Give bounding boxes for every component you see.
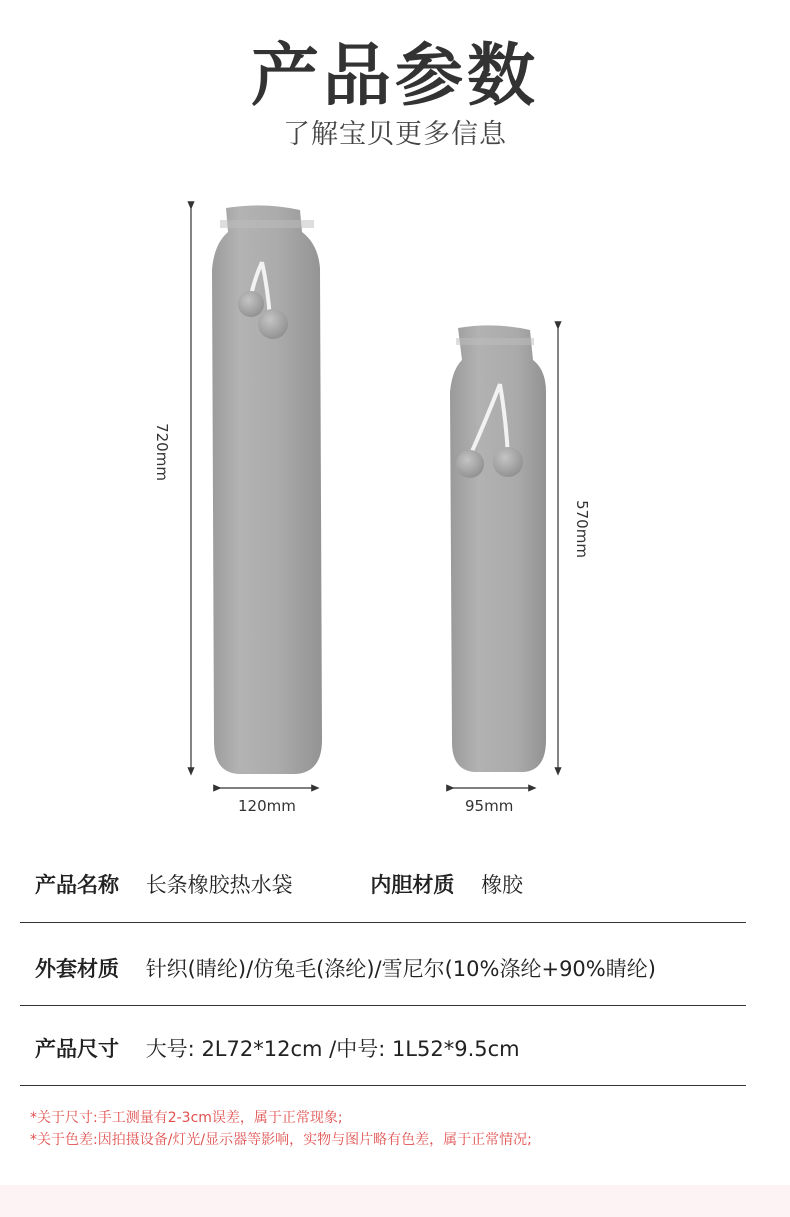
medium-hot-water-bag xyxy=(450,325,546,772)
spec-label: 产品名称 xyxy=(35,873,119,897)
color-note: *关于色差:因拍摄设备/灯光/显示器等影响，实物与图片略有色差，属于正常情况; xyxy=(30,1132,532,1148)
divider xyxy=(20,1005,746,1006)
spec-value: 大号: 2L72*12cm /中号: 1L52*9.5cm xyxy=(145,1037,520,1061)
page-subtitle: 了解宝贝更多信息 xyxy=(283,119,507,150)
spec-label: 产品尺寸 xyxy=(35,1037,119,1061)
spec-row-name xyxy=(35,869,523,899)
medium-height-label: 570mm xyxy=(572,500,591,558)
medium-width-label: 95mm xyxy=(465,797,514,815)
pompom xyxy=(493,447,523,477)
large-height-label: 720mm xyxy=(152,423,171,481)
pompom xyxy=(258,309,288,339)
large-width-label: 120mm xyxy=(238,797,296,815)
footer-band xyxy=(0,1185,790,1217)
pompom xyxy=(238,291,264,317)
page-title: 产品参数 xyxy=(250,37,539,116)
spec-label: 内胆材质 xyxy=(370,873,455,897)
divider xyxy=(20,922,746,923)
divider xyxy=(20,1085,746,1086)
spec-value: 长条橡胶热水袋 xyxy=(145,873,293,897)
spec-row-cover xyxy=(35,953,656,983)
spec-row-size xyxy=(35,1033,520,1063)
spec-label: 外套材质 xyxy=(35,957,119,981)
spec-value: 针织(睛纶)/仿兔毛(涤纶)/雪尼尔(10%涤纶+90%睛纶) xyxy=(145,957,656,981)
size-note: *关于尺寸:手工测量有2-3cm误差，属于正常现象; xyxy=(30,1110,343,1126)
pompom xyxy=(456,450,484,478)
spec-value: 橡胶 xyxy=(481,873,524,897)
large-hot-water-bag xyxy=(212,205,322,774)
